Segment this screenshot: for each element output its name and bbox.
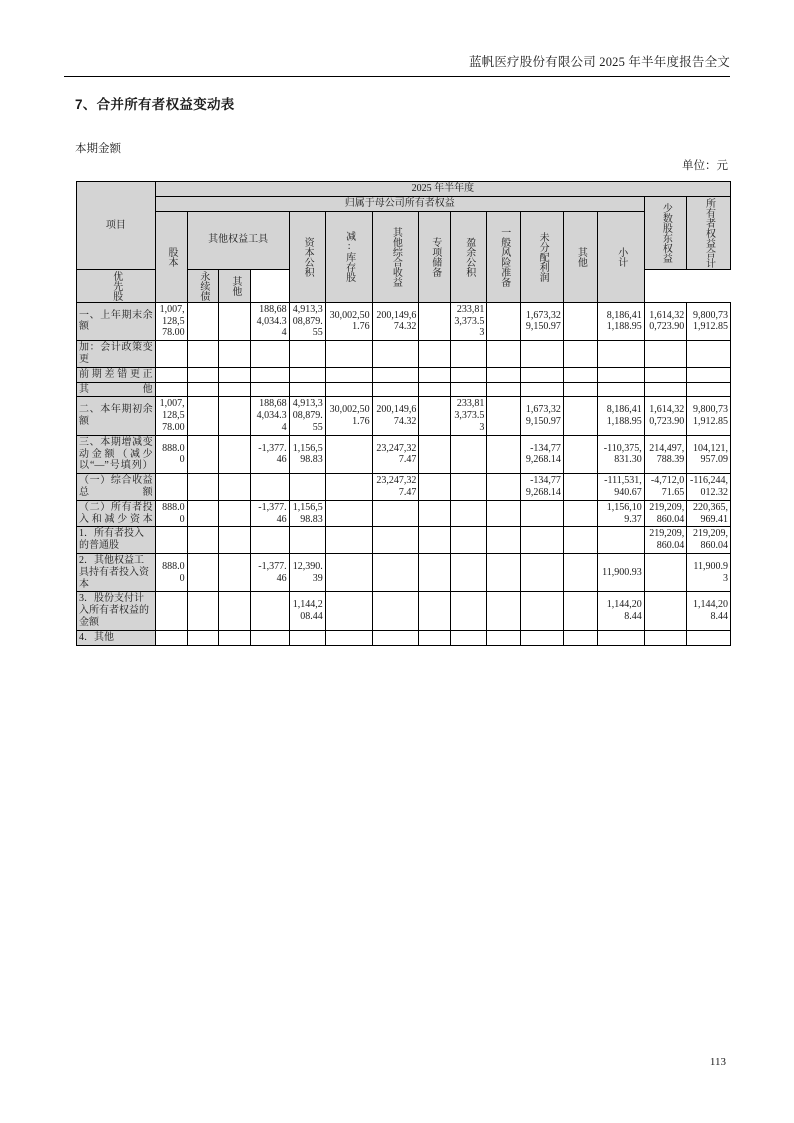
cell-minority-interest — [644, 341, 687, 368]
cell-general-risk-reserve — [487, 500, 521, 527]
cell-capital-reserve: 1,156,598.83 — [289, 500, 325, 527]
cell-total-equity: 220,365,969.41 — [687, 500, 731, 527]
table-row — [77, 630, 731, 645]
cell-perpetual-bonds — [219, 474, 251, 501]
cell-capital-reserve — [289, 474, 325, 501]
row-label: 3．股份支付计入所有者权益的金额 — [77, 592, 156, 630]
cell-capital-reserve — [289, 367, 325, 382]
table-head — [77, 182, 731, 303]
header-period: 2025 年半年度 — [155, 182, 730, 197]
table-body — [77, 302, 731, 645]
cell-total-equity — [687, 630, 731, 645]
row-label: （二）所有者投入和减少资本 — [77, 500, 156, 527]
row-label: 前期差错更正 — [77, 367, 156, 382]
cell-perpetual-bonds — [219, 592, 251, 630]
col-header-surplus-reserve-label: 盈余公积 — [463, 236, 475, 277]
cell-other — [563, 341, 597, 368]
cell-share-capital — [155, 341, 187, 368]
header-parent-equity-group: 归属于母公司所有者权益 — [155, 196, 644, 211]
cell-total-equity: 219,209,860.04 — [687, 527, 731, 554]
cell-surplus-reserve: 233,813,373.53 — [451, 397, 487, 435]
cell-other — [563, 527, 597, 554]
cell-other — [563, 435, 597, 473]
cell-minority-interest — [644, 630, 687, 645]
cell-surplus-reserve — [451, 341, 487, 368]
cell-share-capital: 1,007,128,578.00 — [155, 302, 187, 340]
cell-undistributed-profit — [521, 592, 564, 630]
cell-preferred-shares — [187, 500, 219, 527]
cell-general-risk-reserve — [487, 367, 521, 382]
cell-surplus-reserve — [451, 630, 487, 645]
cell-total-equity: 1,144,208.44 — [687, 592, 731, 630]
cell-other-instruments — [251, 367, 289, 382]
cell-special-reserve — [419, 382, 451, 397]
cell-minority-interest — [644, 592, 687, 630]
cell-capital-reserve: 1,156,598.83 — [289, 435, 325, 473]
cell-other — [563, 397, 597, 435]
cell-subtotal — [597, 630, 644, 645]
cell-total-equity: 9,800,731,912.85 — [687, 397, 731, 435]
cell-other — [563, 382, 597, 397]
cell-share-capital — [155, 474, 187, 501]
cell-other — [563, 500, 597, 527]
cell-minority-interest — [644, 382, 687, 397]
cell-perpetual-bonds — [219, 553, 251, 591]
cell-special-reserve — [419, 341, 451, 368]
col-header-capital-reserve-label: 资本公积 — [302, 236, 314, 277]
col-header-oci-label: 其他综合收益 — [390, 226, 402, 287]
col-header-undistributed-profit — [521, 211, 564, 302]
cell-surplus-reserve — [451, 553, 487, 591]
cell-perpetual-bonds — [219, 341, 251, 368]
cell-preferred-shares — [187, 553, 219, 591]
table-row — [77, 553, 731, 591]
cell-undistributed-profit: 1,673,329,150.97 — [521, 397, 564, 435]
cell-subtotal: 1,156,109.37 — [597, 500, 644, 527]
cell-surplus-reserve — [451, 592, 487, 630]
cell-preferred-shares — [187, 592, 219, 630]
cell-other-comprehensive-income: 200,149,674.32 — [372, 397, 419, 435]
cell-capital-reserve — [289, 382, 325, 397]
col-header-undistributed-profit-label: 未分配利润 — [537, 231, 549, 282]
row-label: 加：会计政策变更 — [77, 341, 156, 368]
table-row — [77, 527, 731, 554]
col-header-other-label: 其他 — [575, 246, 587, 267]
equity-change-table — [76, 181, 731, 646]
cell-minority-interest: -4,712,071.65 — [644, 474, 687, 501]
cell-other-instruments: -1,377.46 — [251, 500, 289, 527]
cell-surplus-reserve — [451, 527, 487, 554]
cell-undistributed-profit — [521, 500, 564, 527]
cell-perpetual-bonds — [219, 500, 251, 527]
cell-other-comprehensive-income: 23,247,327.47 — [372, 435, 419, 473]
cell-other-comprehensive-income: 200,149,674.32 — [372, 302, 419, 340]
cell-less-treasury-stock — [325, 527, 372, 554]
cell-subtotal: 8,186,411,188.95 — [597, 302, 644, 340]
cell-capital-reserve — [289, 630, 325, 645]
cell-capital-reserve — [289, 527, 325, 554]
cell-special-reserve — [419, 435, 451, 473]
cell-other-comprehensive-income — [372, 527, 419, 554]
cell-general-risk-reserve — [487, 630, 521, 645]
cell-other-instruments: -1,377.46 — [251, 435, 289, 473]
cell-minority-interest: 219,209,860.04 — [644, 527, 687, 554]
cell-special-reserve — [419, 527, 451, 554]
cell-total-equity: 11,900.93 — [687, 553, 731, 591]
cell-general-risk-reserve — [487, 553, 521, 591]
col-header-less-treasury-stock-label: 减:库存股 — [343, 231, 355, 283]
cell-less-treasury-stock — [325, 500, 372, 527]
col-header-share-capital-label: 股本 — [166, 246, 178, 267]
cell-share-capital — [155, 382, 187, 397]
running-header: 蓝帆医疗股份有限公司 2025 年半年度报告全文 — [468, 55, 730, 69]
cell-capital-reserve — [289, 341, 325, 368]
header-divider — [64, 76, 730, 77]
cell-undistributed-profit — [521, 382, 564, 397]
cell-less-treasury-stock — [325, 553, 372, 591]
cell-general-risk-reserve — [487, 592, 521, 630]
cell-share-capital: 888.00 — [155, 500, 187, 527]
cell-other — [563, 592, 597, 630]
cell-preferred-shares — [187, 630, 219, 645]
table-row — [77, 397, 731, 435]
row-label: 2．其他权益工具持有者投入资本 — [77, 553, 156, 591]
cell-other-comprehensive-income — [372, 630, 419, 645]
col-header-preferred-shares-label: 优先股 — [110, 270, 122, 301]
col-header-general-risk-reserve — [487, 211, 521, 302]
cell-undistributed-profit: 1,673,329,150.97 — [521, 302, 564, 340]
cell-less-treasury-stock — [325, 435, 372, 473]
row-label: 4．其他 — [77, 630, 156, 645]
col-header-item: 项目 — [77, 182, 156, 270]
cell-preferred-shares — [187, 367, 219, 382]
page-title: 7、合并所有者权益变动表 — [75, 97, 235, 112]
cell-perpetual-bonds — [219, 630, 251, 645]
cell-preferred-shares — [187, 382, 219, 397]
cell-other — [563, 630, 597, 645]
cell-special-reserve — [419, 367, 451, 382]
cell-preferred-shares — [187, 474, 219, 501]
col-header-minority-interest — [644, 196, 687, 269]
cell-surplus-reserve — [451, 367, 487, 382]
cell-minority-interest: 1,614,320,723.90 — [644, 302, 687, 340]
cell-total-equity: 9,800,731,912.85 — [687, 302, 731, 340]
cell-less-treasury-stock — [325, 474, 372, 501]
cell-special-reserve — [419, 553, 451, 591]
cell-share-capital: 888.00 — [155, 435, 187, 473]
cell-surplus-reserve: 233,813,373.53 — [451, 302, 487, 340]
cell-other-comprehensive-income — [372, 341, 419, 368]
cell-undistributed-profit — [521, 367, 564, 382]
cell-undistributed-profit — [521, 527, 564, 554]
cell-share-capital — [155, 527, 187, 554]
col-header-subtotal — [597, 211, 644, 302]
cell-total-equity — [687, 382, 731, 397]
cell-minority-interest: 219,209,860.04 — [644, 500, 687, 527]
col-header-preferred-shares — [77, 269, 156, 302]
table-row — [77, 341, 731, 368]
cell-special-reserve — [419, 630, 451, 645]
cell-other — [563, 474, 597, 501]
cell-general-risk-reserve — [487, 474, 521, 501]
cell-subtotal: -111,531,940.67 — [597, 474, 644, 501]
col-header-subtotal-label: 小计 — [615, 246, 627, 267]
cell-capital-reserve: 12,390.39 — [289, 553, 325, 591]
cell-undistributed-profit: -134,779,268.14 — [521, 474, 564, 501]
cell-perpetual-bonds — [219, 527, 251, 554]
cell-less-treasury-stock — [325, 630, 372, 645]
cell-perpetual-bonds — [219, 367, 251, 382]
col-header-perpetual-bonds — [187, 269, 219, 302]
col-header-special-reserve-label: 专项储备 — [429, 236, 441, 277]
cell-other — [563, 367, 597, 382]
cell-other-comprehensive-income — [372, 367, 419, 382]
col-header-share-capital — [155, 211, 187, 302]
header-other-equity-instruments-group: 其他权益工具 — [187, 211, 289, 269]
col-header-general-risk-reserve-label: 一般风险准备 — [498, 226, 510, 287]
cell-special-reserve — [419, 474, 451, 501]
cell-preferred-shares — [187, 435, 219, 473]
cell-subtotal: 8,186,411,188.95 — [597, 397, 644, 435]
cell-total-equity — [687, 367, 731, 382]
col-header-minority-interest-label: 少数股东权益 — [660, 202, 672, 263]
cell-undistributed-profit — [521, 630, 564, 645]
unit-note: 单位：元 — [682, 160, 728, 172]
table-row — [77, 382, 731, 397]
table-row — [77, 302, 731, 340]
cell-other-comprehensive-income — [372, 382, 419, 397]
equity-change-table-wrapper — [76, 181, 731, 646]
table-row — [77, 500, 731, 527]
cell-general-risk-reserve — [487, 527, 521, 554]
cell-special-reserve — [419, 500, 451, 527]
page-number: 113 — [709, 1056, 726, 1068]
cell-perpetual-bonds — [219, 382, 251, 397]
cell-other-comprehensive-income: 23,247,327.47 — [372, 474, 419, 501]
cell-share-capital — [155, 592, 187, 630]
cell-subtotal — [597, 341, 644, 368]
cell-total-equity: -116,244,012.32 — [687, 474, 731, 501]
cell-undistributed-profit — [521, 341, 564, 368]
cell-other-instruments: -1,377.46 — [251, 553, 289, 591]
cell-less-treasury-stock — [325, 341, 372, 368]
cell-perpetual-bonds — [219, 435, 251, 473]
col-header-other — [563, 211, 597, 302]
cell-other-comprehensive-income — [372, 553, 419, 591]
cell-preferred-shares — [187, 302, 219, 340]
cell-other-instruments — [251, 630, 289, 645]
cell-preferred-shares — [187, 397, 219, 435]
cell-undistributed-profit: -134,779,268.14 — [521, 435, 564, 473]
table-row — [77, 435, 731, 473]
cell-general-risk-reserve — [487, 302, 521, 340]
cell-subtotal: -110,375,831.30 — [597, 435, 644, 473]
cell-less-treasury-stock — [325, 367, 372, 382]
cell-minority-interest — [644, 367, 687, 382]
cell-less-treasury-stock: 30,002,501.76 — [325, 302, 372, 340]
cell-capital-reserve: 1,144,208.44 — [289, 592, 325, 630]
col-header-other-instruments-label: 其他 — [229, 275, 241, 296]
cell-total-equity — [687, 341, 731, 368]
cell-share-capital: 1,007,128,578.00 — [155, 397, 187, 435]
cell-less-treasury-stock — [325, 382, 372, 397]
col-header-other-comprehensive-income — [372, 211, 419, 302]
col-header-perpetual-bonds-label: 永续债 — [197, 270, 209, 301]
cell-general-risk-reserve — [487, 341, 521, 368]
cell-preferred-shares — [187, 527, 219, 554]
cell-special-reserve — [419, 592, 451, 630]
cell-subtotal — [597, 382, 644, 397]
cell-minority-interest: 1,614,320,723.90 — [644, 397, 687, 435]
row-label: （一）综合收益总额 — [77, 474, 156, 501]
header-row-group — [77, 196, 731, 211]
row-label: 一、上年期末余额 — [77, 302, 156, 340]
cell-surplus-reserve — [451, 500, 487, 527]
cell-subtotal — [597, 527, 644, 554]
cell-preferred-shares — [187, 341, 219, 368]
cell-special-reserve — [419, 302, 451, 340]
cell-other-instruments: 188,684,034.34 — [251, 302, 289, 340]
col-header-total-equity-label: 所有者权益合计 — [703, 197, 715, 268]
table-row — [77, 474, 731, 501]
header-row-period — [77, 182, 731, 197]
cell-other-instruments — [251, 474, 289, 501]
cell-other — [563, 553, 597, 591]
cell-subtotal: 11,900.93 — [597, 553, 644, 591]
cell-total-equity: 104,121,957.09 — [687, 435, 731, 473]
col-header-less-treasury-stock — [325, 211, 372, 302]
col-header-total-equity — [687, 196, 731, 269]
col-header-other-instruments — [219, 269, 251, 302]
table-row — [77, 367, 731, 382]
cell-capital-reserve: 4,913,308,879.55 — [289, 397, 325, 435]
cell-share-capital: 888.00 — [155, 553, 187, 591]
row-label: 二、本年期初余额 — [77, 397, 156, 435]
row-label: 其他 — [77, 382, 156, 397]
cell-other-instruments — [251, 382, 289, 397]
cell-surplus-reserve — [451, 474, 487, 501]
cell-other-comprehensive-income — [372, 592, 419, 630]
cell-general-risk-reserve — [487, 382, 521, 397]
row-label: 三、本期增减变动金额（减少以“—”号填列） — [77, 435, 156, 473]
section-subtitle: 本期金额 — [75, 143, 121, 155]
cell-less-treasury-stock: 30,002,501.76 — [325, 397, 372, 435]
cell-share-capital — [155, 630, 187, 645]
cell-other — [563, 302, 597, 340]
cell-less-treasury-stock — [325, 592, 372, 630]
cell-general-risk-reserve — [487, 397, 521, 435]
cell-other-instruments — [251, 527, 289, 554]
cell-capital-reserve: 4,913,308,879.55 — [289, 302, 325, 340]
row-label: 1．所有者投入的普通股 — [77, 527, 156, 554]
cell-minority-interest: 214,497,788.39 — [644, 435, 687, 473]
cell-share-capital — [155, 367, 187, 382]
col-header-special-reserve — [419, 211, 451, 302]
col-header-capital-reserve — [289, 211, 325, 302]
cell-minority-interest — [644, 553, 687, 591]
cell-other-comprehensive-income — [372, 500, 419, 527]
cell-perpetual-bonds — [219, 302, 251, 340]
header-row-subgroup — [77, 211, 731, 269]
cell-surplus-reserve — [451, 382, 487, 397]
cell-perpetual-bonds — [219, 397, 251, 435]
col-header-surplus-reserve — [451, 211, 487, 302]
cell-surplus-reserve — [451, 435, 487, 473]
cell-other-instruments: 188,684,034.34 — [251, 397, 289, 435]
cell-subtotal — [597, 367, 644, 382]
cell-other-instruments — [251, 341, 289, 368]
cell-subtotal: 1,144,208.44 — [597, 592, 644, 630]
cell-undistributed-profit — [521, 553, 564, 591]
cell-other-instruments — [251, 592, 289, 630]
cell-general-risk-reserve — [487, 435, 521, 473]
table-row — [77, 592, 731, 630]
cell-special-reserve — [419, 397, 451, 435]
